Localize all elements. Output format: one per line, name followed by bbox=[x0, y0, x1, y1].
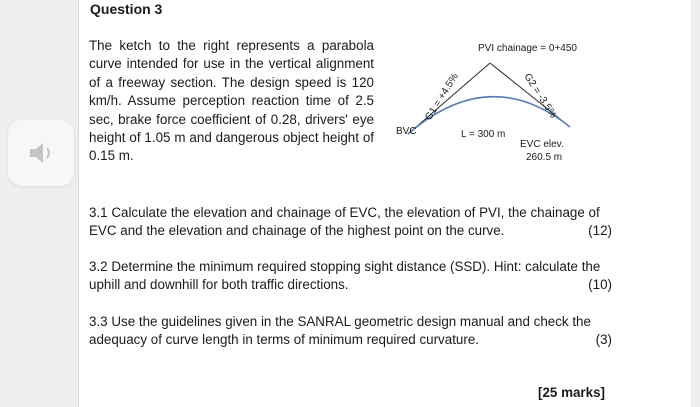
question-title: Question 3 bbox=[90, 1, 163, 17]
g2-label: G2 = -3.5% bbox=[521, 71, 559, 121]
total-marks: [25 marks] bbox=[538, 385, 605, 400]
part-marks: (10) bbox=[588, 277, 612, 293]
part-3-2 bbox=[89, 258, 612, 294]
audio-widget[interactable] bbox=[8, 120, 74, 186]
part-3-3 bbox=[89, 313, 612, 349]
g1-label: G1 = +4.5% bbox=[423, 71, 461, 123]
evc-elevation-value: 260.5 m bbox=[526, 152, 563, 163]
part-text: 3.2 Determine the minimum required stopping sight distance (SSD). Hint: calculate the uphill and downhill for both traffic directions. bbox=[89, 259, 601, 293]
part-3-1 bbox=[89, 204, 612, 240]
curve-length-label: L = 300 m bbox=[461, 129, 506, 140]
part-marks: (3) bbox=[595, 332, 612, 348]
part-text: 3.3 Use the guidelines given in the SANRAL geometric design manual and check the adequacy of curve length in terms of minimum required curvature. bbox=[89, 314, 591, 348]
pvi-label: PVI chainage = 0+450 bbox=[478, 43, 577, 54]
evc-label: EVC elev. bbox=[520, 139, 564, 150]
question-intro: The ketch to the right represents a parabola curve intended for use in the vertical alignment of a freeway section. The design speed is 120 km/h. Assume perception reaction time of 2.5 sec, brake force coefficient of 0.28, drivers' eye height of 1.05 m and dangerous object height of 0.15 m. bbox=[89, 38, 374, 164]
part-text: 3.1 Calculate the elevation and chainage of EVC, the elevation of PVI, the chainage of EVC and the elevation and chainage of the highest point on the curve. bbox=[89, 205, 600, 239]
bvc-label: BVC bbox=[396, 126, 417, 137]
vertical-curve-diagram bbox=[390, 34, 615, 174]
part-marks: (12) bbox=[588, 223, 612, 239]
speaker-icon[interactable] bbox=[28, 142, 54, 164]
